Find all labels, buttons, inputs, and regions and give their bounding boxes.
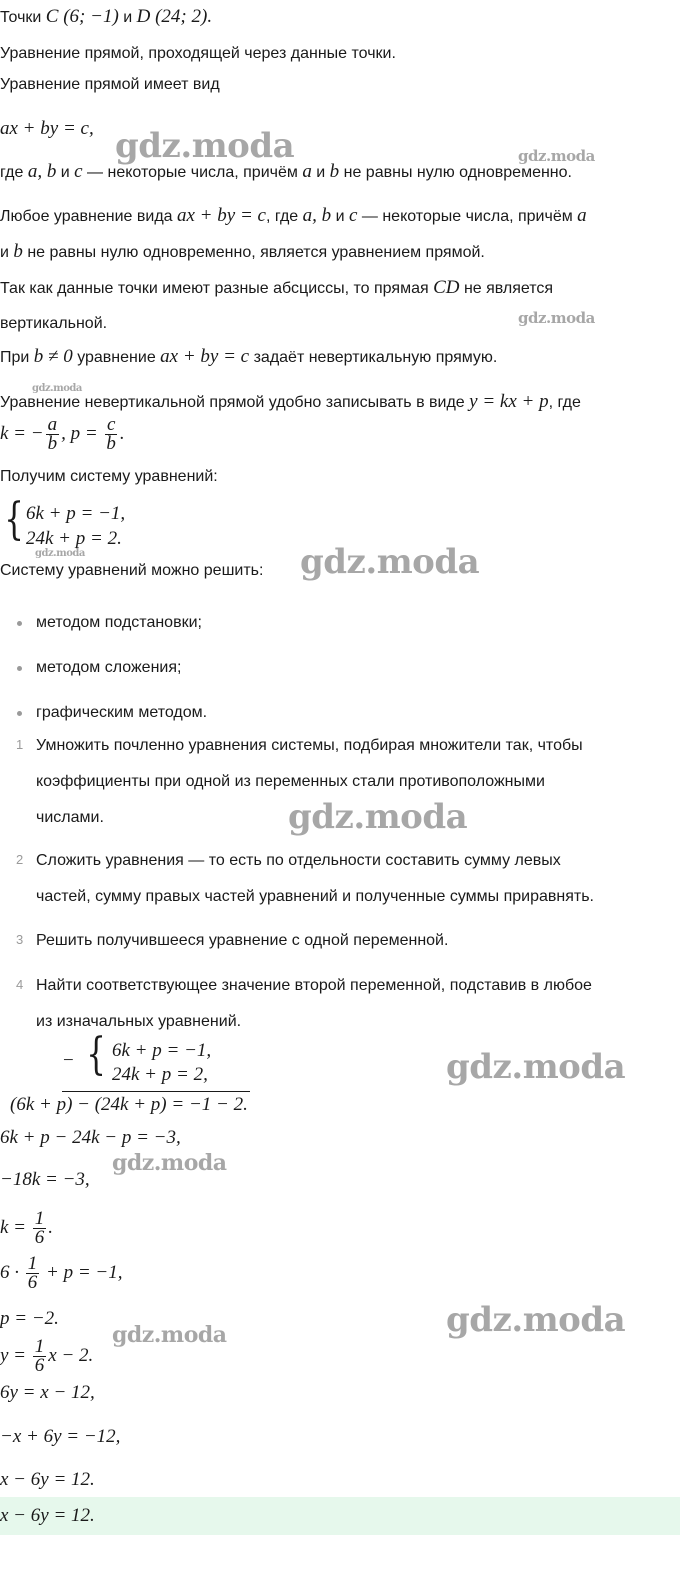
step-number: 2 [16, 852, 24, 867]
step-line: Умножить почленно уравнения системы, подбирая множители так, чтобы [36, 737, 583, 754]
watermark: gdz.moda [518, 309, 595, 327]
watermark: gdz.moda [35, 548, 85, 559]
math-fragment: c [74, 161, 83, 182]
fraction-numerator: c [106, 414, 116, 436]
fraction-denominator: 6 [34, 1355, 45, 1377]
text-fragment: и [0, 244, 9, 261]
math-fragment: a, b [302, 205, 332, 226]
solution-step: −18k = −3, [0, 1169, 90, 1190]
bullet-icon [17, 666, 22, 671]
slope-form-line-1 [0, 391, 581, 414]
math-fragment: , p = [61, 423, 98, 444]
fraction [33, 1338, 47, 1375]
fraction [26, 1255, 40, 1292]
method-item: графическим методом. [36, 704, 208, 721]
watermark: gdz.moda [112, 1322, 227, 1348]
solution-step-y [0, 1336, 93, 1376]
math-fragment: y = kx + p [469, 391, 549, 412]
paragraph-line-intro: Уравнение прямой, проходящей через данные точки. [0, 45, 396, 62]
text-fragment: Любое уравнение вида [0, 208, 173, 225]
abscissa-line-1 [0, 277, 553, 300]
solution-step: 6y = x − 12, [0, 1382, 95, 1403]
math-fragment: b [13, 241, 23, 262]
bullet-icon [17, 621, 22, 626]
text-fragment: и [60, 164, 70, 181]
fraction-denominator: b [47, 433, 58, 455]
watermark: gdz.moda [115, 126, 295, 166]
text-fragment: Уравнение невертикальной прямой удобно записывать в виде [0, 394, 465, 411]
math-fragment: 6 · [0, 1262, 19, 1283]
math-fragment: k = [0, 1217, 27, 1238]
math-fragment: . [119, 423, 125, 444]
solution-eq-1: 6k + p = −1, [112, 1040, 212, 1061]
watermark: gdz.moda [446, 1047, 626, 1087]
math-fragment: . [48, 1217, 54, 1238]
step-line: Сложить уравнения — то есть по отдельности составить сумму левых [36, 852, 561, 869]
method-item: методом сложения; [36, 659, 182, 676]
fraction-numerator: 1 [27, 1253, 38, 1275]
math-fragment: x − 2. [48, 1345, 94, 1366]
points-label: Точки [0, 9, 42, 26]
fraction-numerator: 1 [34, 1336, 45, 1358]
slope-form-line-2 [0, 414, 125, 454]
math-fragment: a [577, 205, 587, 226]
math-fragment: y = [0, 1345, 27, 1366]
text-fragment: — некоторые числа, причём [361, 208, 573, 225]
point-d: D (24; 2). [136, 6, 213, 27]
solution-step-k [0, 1208, 53, 1248]
fraction [46, 416, 60, 453]
step-line: Найти соответствующее значение второй переменной, подставив в любое [36, 977, 592, 994]
subtraction-rule [62, 1091, 250, 1092]
step-line: числами. [36, 809, 104, 826]
step-number: 3 [16, 932, 24, 947]
bullet-icon [17, 711, 22, 716]
solution-step: x − 6y = 12. [0, 1469, 95, 1490]
step-line: частей, сумму правых частей уравнений и полученные суммы приравнять. [36, 888, 594, 905]
fraction-denominator: 6 [27, 1272, 38, 1294]
text-fragment: При [0, 349, 30, 366]
nonvertical-condition [0, 346, 497, 369]
text-fragment: , где [548, 394, 581, 411]
and-text: и [123, 9, 133, 26]
step-line: из изначальных уравнений. [36, 1013, 242, 1030]
final-answer: x − 6y = 12. [0, 1505, 95, 1526]
system-eq-2: 24k + p = 2. [26, 528, 122, 549]
solution-step: −x + 6y = −12, [0, 1426, 121, 1447]
watermark: gdz.moda [518, 147, 595, 165]
points-line [0, 6, 212, 29]
answer-highlight [0, 1497, 680, 1535]
step-number: 1 [16, 737, 24, 752]
math-fragment: a, b [27, 161, 57, 182]
general-equation: ax + by = c, [0, 118, 94, 139]
method-item: методом подстановки; [36, 614, 202, 631]
methods-intro: Систему уравнений можно решить: [0, 562, 264, 579]
solution-step: 6k + p − 24k − p = −3, [0, 1127, 181, 1148]
solution-step-sub [0, 1253, 122, 1293]
text-fragment: Так как данные точки имеют разные абсциссы, то прямая [0, 280, 429, 297]
subtraction-sign: − [63, 1050, 74, 1071]
any-equation-line-1 [0, 205, 587, 228]
text-fragment: и [316, 164, 326, 181]
fraction-denominator: b [106, 433, 116, 455]
math-fragment: + p = −1, [46, 1262, 123, 1283]
step-number: 4 [16, 977, 24, 992]
system-brace: { [4, 494, 24, 545]
abscissa-line-2: вертикальной. [0, 315, 108, 332]
math-fragment: b ≠ 0 [33, 346, 73, 367]
text-fragment: и [335, 208, 345, 225]
math-fragment: ax + by = c [160, 346, 250, 367]
math-fragment: CD [433, 277, 460, 298]
fraction-numerator: a [47, 414, 58, 436]
paragraph-line-form: Уравнение прямой имеет вид [0, 76, 220, 93]
text-fragment: — некоторые числа, причём [87, 164, 298, 181]
step-line: Решить получившееся уравнение с одной переменной. [36, 932, 449, 949]
text-fragment: не равны нулю одновременно, является уравнением прямой. [27, 244, 485, 261]
math-fragment: k = − [0, 423, 44, 444]
solution-step: p = −2. [0, 1308, 59, 1329]
fraction-denominator: 6 [34, 1227, 45, 1249]
text-fragment: уравнение [77, 349, 156, 366]
math-fragment: a [302, 161, 312, 182]
system-intro: Получим систему уравнений: [0, 468, 218, 485]
fraction-numerator: 1 [34, 1208, 45, 1230]
fraction [33, 1210, 47, 1247]
math-fragment: ax + by = c [177, 205, 266, 226]
watermark: gdz.moda [112, 1150, 227, 1176]
math-fragment: b [329, 161, 340, 182]
text-fragment: не равны нулю одновременно. [343, 164, 572, 181]
step-line: коэффициенты при одной из переменных стали противоположными [36, 773, 545, 790]
system-eq-1: 6k + p = −1, [26, 503, 126, 524]
text-fragment: задаёт невертикальную прямую. [253, 349, 498, 366]
solution-brace: { [86, 1029, 106, 1080]
watermark: gdz.moda [446, 1300, 626, 1340]
point-c: C (6; −1) [45, 6, 119, 27]
solution-step: (6k + p) − (24k + p) = −1 − 2. [10, 1094, 248, 1115]
any-equation-line-2 [0, 241, 485, 264]
text-fragment: не является [463, 280, 554, 297]
text-fragment: , где [265, 208, 299, 225]
fraction [104, 416, 118, 453]
watermark: gdz.moda [32, 383, 82, 394]
watermark: gdz.moda [288, 797, 468, 837]
solution-eq-2: 24k + p = 2, [112, 1064, 208, 1085]
watermark: gdz.moda [300, 542, 480, 582]
text-fragment: где [0, 164, 24, 181]
math-fragment: c [349, 205, 358, 226]
